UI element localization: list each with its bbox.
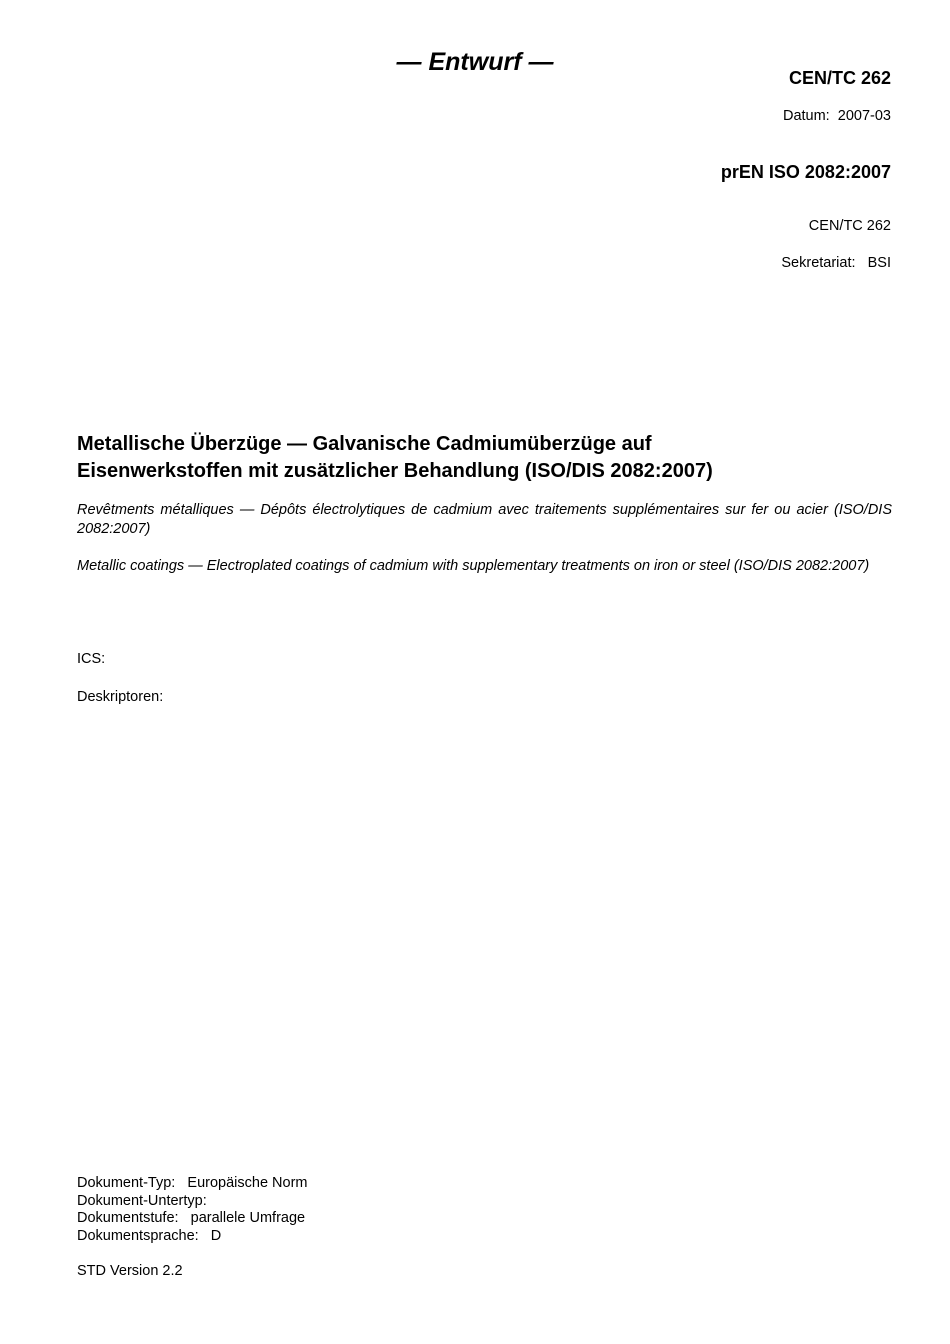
- german-title-line-1: Metallische Überzüge — Galvanische Cadmiumüberzüge auf: [77, 433, 652, 455]
- document-stage-line: [77, 1210, 308, 1228]
- document-subtype-label: Dokument-Untertyp:: [77, 1192, 207, 1209]
- document-type-label: Dokument-Typ:: [77, 1175, 176, 1191]
- english-title: Metallic coatings — Electroplated coatings of cadmium with supplementary treatments on iron or steel (ISO/DIS 2082:2007): [77, 558, 870, 574]
- committee-heading: CEN/TC 262: [788, 68, 891, 88]
- document-subtype-line: [77, 1193, 308, 1211]
- std-version: STD Version 2.2: [77, 1263, 183, 1279]
- german-title-line-2: Eisenwerkstoffen mit zusätzlicher Behandlung (ISO/DIS 2082:2007): [77, 460, 713, 482]
- document-reference: prEN ISO 2082:2007: [720, 162, 891, 182]
- document-language-value: D: [210, 1227, 222, 1244]
- document-language-line: [77, 1228, 308, 1246]
- document-language-label: Dokumentsprache:: [77, 1227, 199, 1244]
- document-type-value: Europäische Norm: [187, 1175, 308, 1191]
- document-stage-value: parallele Umfrage: [190, 1210, 306, 1227]
- secretariat-value: BSI: [867, 255, 891, 271]
- german-title: [77, 431, 892, 485]
- document-type-line: [77, 1175, 308, 1193]
- secretariat-line: [781, 255, 891, 271]
- descriptors-label: Deskriptoren:: [77, 689, 164, 705]
- document-stage-label: Dokumentstufe:: [77, 1210, 179, 1227]
- draft-label: — Entwurf —: [396, 48, 554, 76]
- document-info: [77, 1175, 308, 1245]
- ics-label: ICS:: [77, 651, 106, 667]
- date-label: Datum:: [782, 108, 830, 124]
- secretariat-label: Sekretariat:: [781, 255, 856, 271]
- date-line: [783, 108, 891, 124]
- date-value: 2007-03: [837, 108, 891, 124]
- french-title: Revêtments métalliques — Dépôts électrolytiques de cadmium avec traitements supplémentaires sur fer ou acier (ISO/DIS 2082:2007): [77, 502, 892, 537]
- committee-line: CEN/TC 262: [808, 218, 891, 234]
